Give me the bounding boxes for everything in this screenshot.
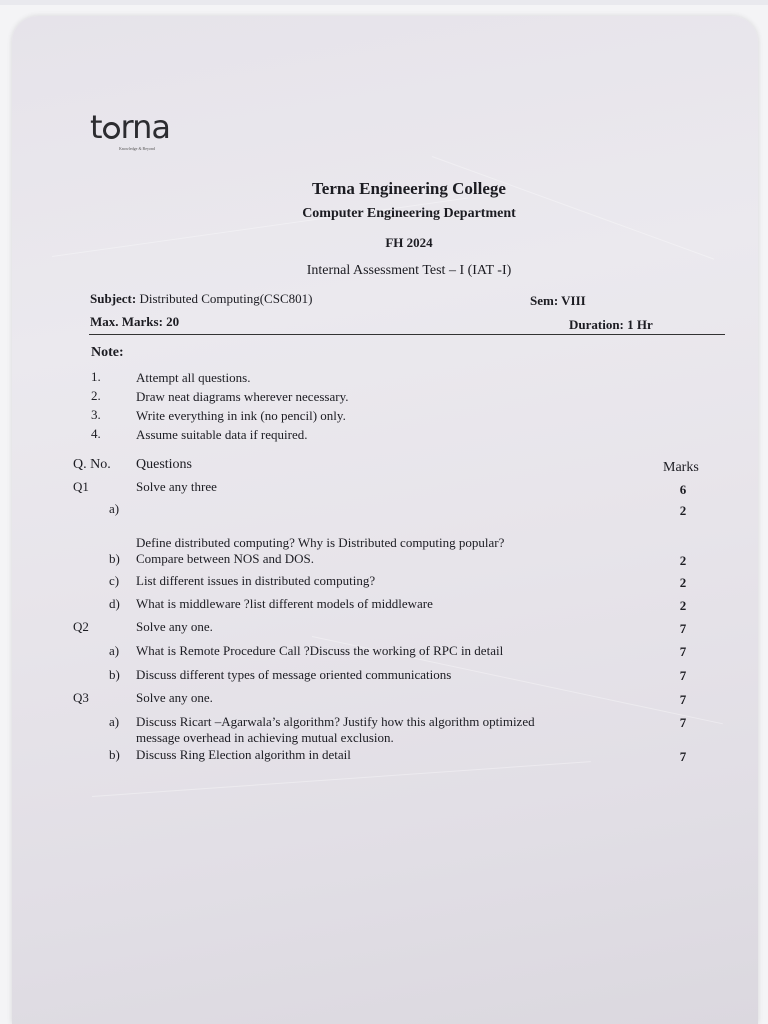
note-number: 2. — [91, 388, 101, 403]
question-marks: 7 — [679, 715, 687, 730]
col-header-marks: Marks — [663, 460, 699, 475]
question-text: Discuss Ring Election algorithm in detail — [136, 747, 351, 762]
sub-question-label: a) — [109, 501, 120, 516]
question-text: List different issues in distributed computing? — [136, 573, 376, 588]
logo-ring-icon — [103, 122, 120, 139]
question-number: Q1 — [73, 479, 89, 494]
sub-question-label: b) — [109, 747, 120, 762]
question-marks: 7 — [679, 644, 687, 659]
note-number: 3. — [91, 407, 101, 422]
department-name: Computer Engineering Department — [302, 206, 516, 221]
question-text: What is Remote Procedure Call ?Discuss the working of RPC in detail — [136, 643, 504, 658]
sub-question-label: d) — [109, 596, 120, 611]
question-number: Q3 — [73, 690, 89, 705]
header-divider — [89, 334, 725, 335]
question-text: Solve any three — [136, 479, 217, 494]
duration: Duration: 1 Hr — [569, 317, 653, 332]
question-number: Q2 — [73, 619, 89, 634]
question-marks: 2 — [679, 503, 687, 518]
question-text: Discuss Ricart –Agarwala’s algorithm? Justify how this algorithm optimized — [136, 714, 535, 729]
note-item: Attempt all questions. — [136, 370, 251, 385]
subject-value: Distributed Computing(CSC801) — [139, 291, 313, 306]
college-name: Terna Engineering College — [312, 179, 506, 198]
question-marks: 7 — [679, 621, 687, 636]
question-text-continued: message overhead in achieving mutual exclusion. — [136, 730, 394, 745]
sub-question-label: a) — [109, 714, 120, 729]
viewer-top-bar — [0, 0, 768, 5]
note-number: 4. — [91, 426, 101, 441]
question-marks: 7 — [679, 692, 687, 707]
question-text: Define distributed computing? Why is Distributed computing popular? — [136, 535, 505, 550]
question-marks: 7 — [679, 668, 687, 683]
test-title: Internal Assessment Test – I (IAT -I) — [306, 263, 512, 278]
note-number: 1. — [91, 369, 101, 384]
note-item: Write everything in ink (no pencil) only. — [136, 408, 346, 423]
question-text: Discuss different types of message oriented communications — [136, 667, 452, 682]
question-marks: 7 — [679, 749, 687, 764]
question-marks: 6 — [679, 482, 687, 497]
col-header-questions: Questions — [136, 457, 192, 472]
exam-paper — [12, 16, 758, 1024]
question-marks: 2 — [679, 553, 687, 568]
max-marks: Max. Marks: 20 — [90, 314, 180, 329]
sub-question-label: b) — [109, 551, 120, 566]
exam-term: FH 2024 — [385, 235, 433, 250]
col-header-qno: Q. No. — [73, 457, 111, 472]
question-marks: 2 — [679, 598, 687, 613]
sub-question-label: c) — [109, 573, 120, 588]
sub-question-label: a) — [109, 643, 120, 658]
logo-tagline: Knowledge & Beyond — [119, 146, 155, 151]
question-text: What is middleware ?list different models of middleware — [136, 596, 433, 611]
question-text: Compare between NOS and DOS. — [136, 551, 314, 566]
college-logo: t rna — [90, 108, 171, 146]
subject-label: Subject: — [90, 291, 137, 306]
note-title: Note: — [91, 345, 124, 360]
subject-line — [90, 291, 312, 307]
sub-question-label: b) — [109, 667, 120, 682]
question-text: Solve any one. — [136, 690, 213, 705]
semester: Sem: VIII — [530, 293, 586, 308]
question-text: Solve any one. — [136, 619, 213, 634]
question-marks: 2 — [679, 575, 687, 590]
note-item: Assume suitable data if required. — [136, 427, 308, 442]
note-item: Draw neat diagrams wherever necessary. — [136, 389, 349, 404]
